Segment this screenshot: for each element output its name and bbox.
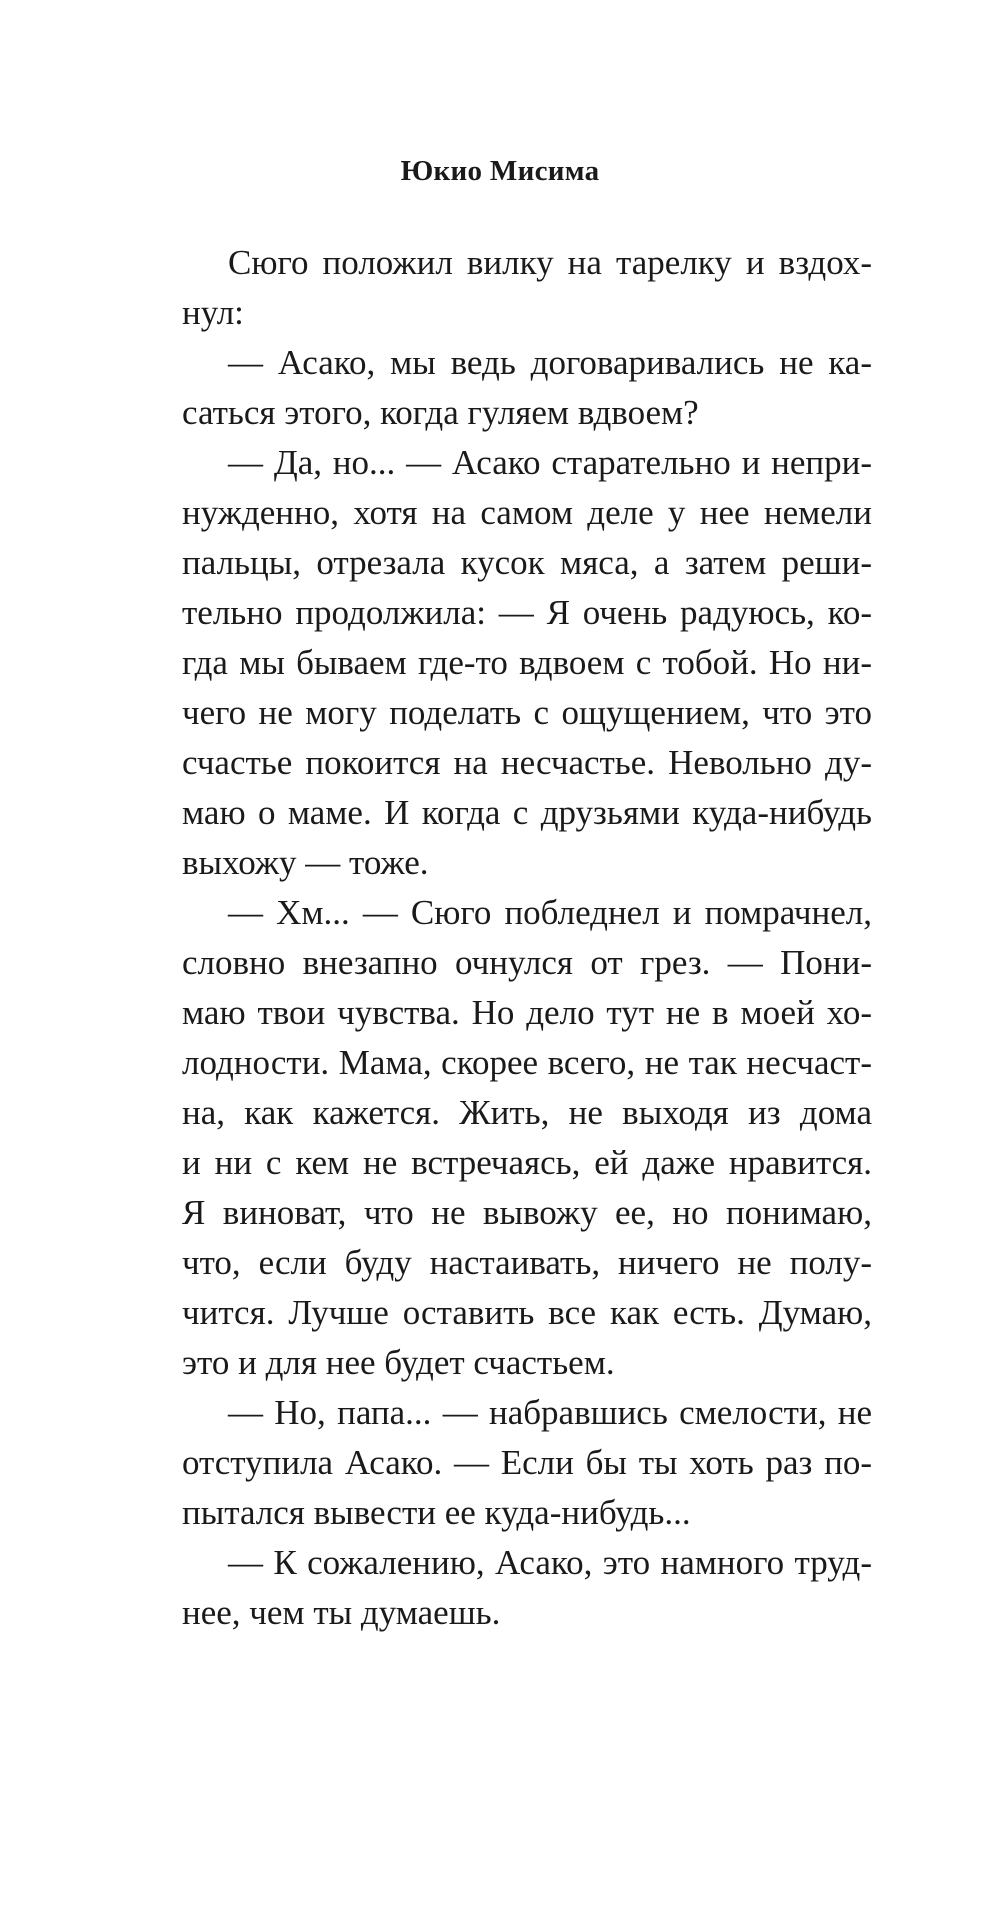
text-line: нужденно, хотя на самом деле у нее немели [182, 493, 872, 532]
paragraph [182, 1388, 872, 1538]
text-line: саться этого, когда гуляем вдвоем? [182, 393, 699, 432]
text-line: пальцы, отрезала кусок мяса, а затем реши- [182, 543, 872, 582]
text-line: нул: [182, 293, 244, 332]
text-line: тельно продолжила: — Я очень радуюсь, ко- [182, 593, 872, 632]
text-line: — Асако, мы ведь договаривались не ка- [228, 343, 872, 382]
text-line: — Но, папа... — набравшись смелости, не [228, 1393, 872, 1432]
text-line: нее, чем ты думаешь. [182, 1593, 501, 1632]
text-line: на, как кажется. Жить, не выходя из дома [182, 1093, 872, 1132]
text-line: — Хм... — Сюго побледнел и помрачнел, [228, 893, 872, 932]
text-line: и ни с кем не встречаясь, ей даже нравится. [182, 1143, 872, 1182]
text-line: гда мы бываем где-то вдвоем с тобой. Но ни- [182, 643, 872, 682]
text-line: чего не могу поделать с ощущением, что это [182, 693, 872, 732]
text-line: отступила Асако. — Если бы ты хоть раз по- [182, 1443, 872, 1482]
text-line: что, если буду настаивать, ничего не полу- [182, 1243, 872, 1282]
text-line: — К сожалению, Асако, это намного труд- [228, 1543, 872, 1582]
text-line: словно внезапно очнулся от грез. — Пони- [182, 943, 872, 982]
text-line: счастье покоится на несчастье. Невольно ду- [182, 743, 872, 782]
text-line: Я виноват, что не вывожу ее, но понимаю, [182, 1193, 872, 1232]
body-text [182, 238, 872, 1638]
text-line: Сюго положил вилку на тарелку и вздох- [228, 243, 872, 282]
text-line: чится. Лучше оставить все как есть. Думаю, [182, 1293, 872, 1332]
paragraph [182, 888, 872, 1388]
text-line: маю твои чувства. Но дело тут не в моей хо- [182, 993, 872, 1032]
paragraph [182, 1538, 872, 1638]
text-line: пытался вывести ее куда-нибудь... [182, 1493, 691, 1532]
text-line: — Да, но... — Асако старательно и непри- [228, 443, 872, 482]
paragraph [182, 438, 872, 888]
paragraph [182, 238, 872, 338]
paragraph [182, 338, 872, 438]
text-line: это и для нее будет счастьем. [182, 1343, 615, 1382]
text-line: лодности. Мама, скорее всего, не так несчаст- [182, 1043, 872, 1082]
running-head-author: Юкио Мисима [400, 155, 600, 187]
text-line: маю о маме. И когда с друзьями куда-нибудь [182, 793, 872, 832]
text-line: выхожу — тоже. [182, 843, 429, 882]
